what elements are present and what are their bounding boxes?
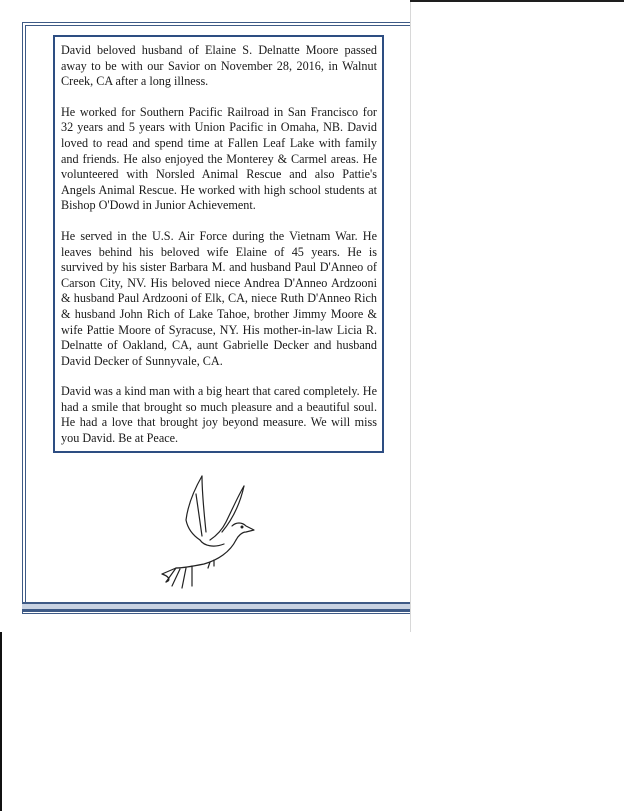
dove-icon xyxy=(158,470,268,590)
obituary-paragraph-career: He worked for Southern Pacific Railroad in San Francisco for 32 years and 5 years with Union Pacific in Omaha, NB. David loved to read and spend time at Fallen Leaf Lake with family and friends. He also enjoyed the Monterey & Carmel areas. He volunteered with Norsled Animal Rescue and also Pattie's Angels Animal Rescue. He worked with high school students at Bishop O'Dowd in Junior Achievement. xyxy=(61,104,377,213)
obituary-paragraph-tribute: David was a kind man with a big heart that cared completely. He had a smile that brought so much pleasure and a beautiful soul. He had a love that brought joy beyond measure. We will miss you David. Be at Peace. xyxy=(61,384,377,446)
page-edge xyxy=(410,0,411,632)
page-border-bottom xyxy=(22,602,410,612)
obituary-paragraph-family: He served in the U.S. Air Force during the Vietnam War. He leaves behind his beloved wife Elaine of 45 years. He is survived by his sister Barbara M. and husband Paul D'Anneo of Carson City, NV. His beloved niece Andrea D'Anneo Ardzooni & husband Paul Ardzooni of Elk, CA, niece Ruth D'Anneo Rich & husband John Rich of Lake Tahoe, brother Jimmy Moore & wife Pattie Moore of Syracuse, NY. His mother-in-law Licia R. Delnatte of Oakland, CA, aunt Gabrielle Decker and husband David Decker of Sunnyvale, CA. xyxy=(61,228,377,368)
obituary-text-box xyxy=(53,35,384,453)
obituary-paragraph-passing: David beloved husband of Elaine S. Delnatte Moore passed away to be with our Savior on November 28, 2016, in Walnut Creek, CA after a long illness. xyxy=(61,43,377,89)
scan-edge-left xyxy=(0,632,2,811)
scan-edge-top xyxy=(410,0,624,2)
